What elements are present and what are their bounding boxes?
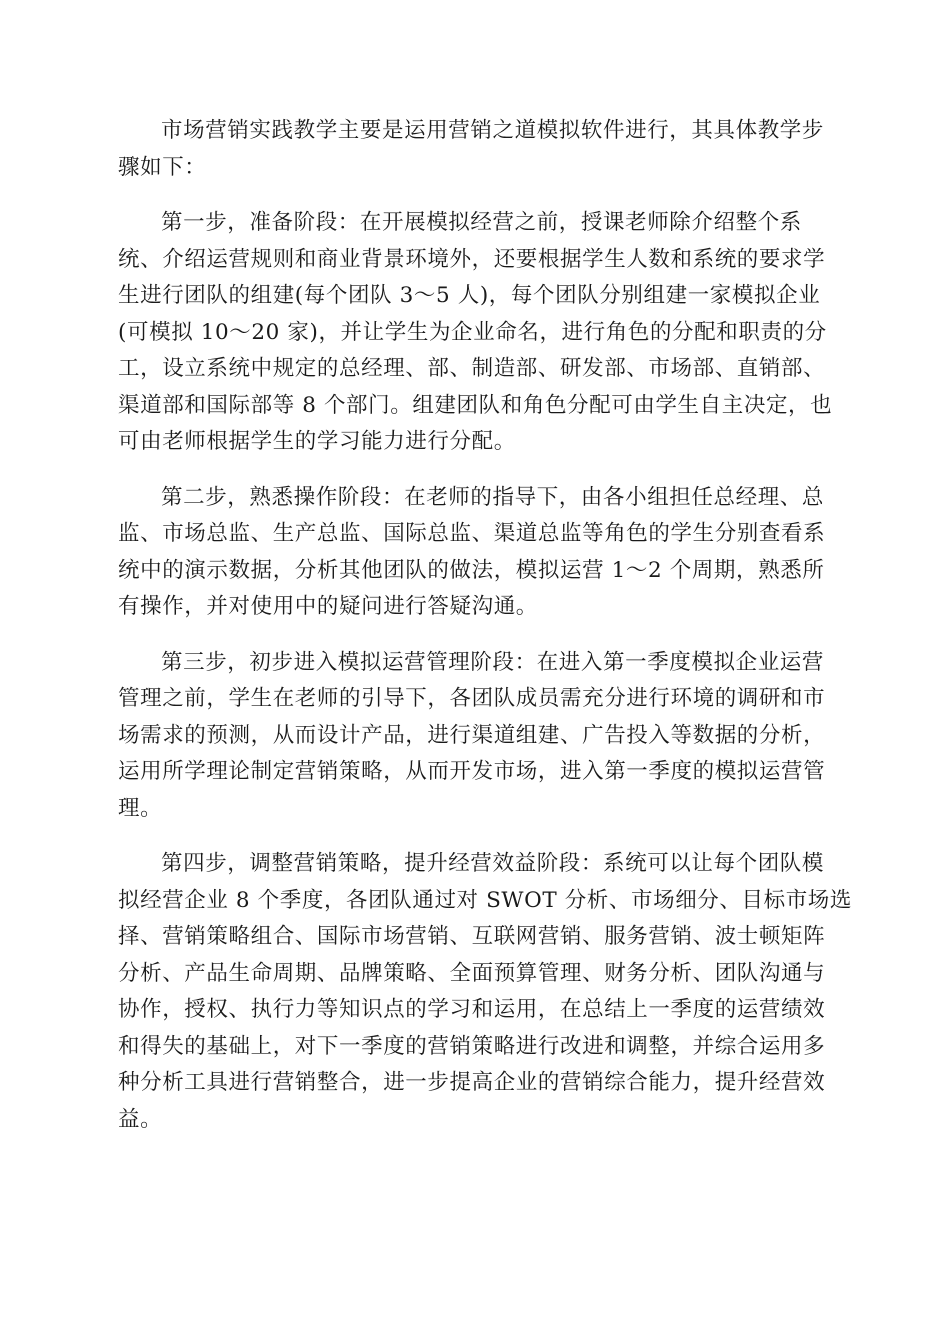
text-line: 第二步，熟悉操作阶段：在老师的指导下，由各小组担任总经理、总 [161,484,825,510]
text-line: 渠道部和国际部等 8 个部门。组建团队和角色分配可由学生自主决定，也 [118,392,833,418]
text-line: 种分析工具进行营销整合，进一步提高企业的营销综合能力，提升经营效 [118,1070,826,1095]
text-line: 择、营销策略组合、国际市场营销、互联网营销、服务营销、波士顿矩阵 [118,924,826,949]
text-line: 协作，授权、执行力等知识点的学习和运用，在总结上一季度的运营绩效 [118,997,826,1022]
text-line: 管理之前，学生在老师的引导下，各团队成员需充分进行环境的调研和市 [118,686,826,711]
paragraph-step-3 [118,645,836,828]
text-line: 第一步，准备阶段：在开展模拟经营之前，授课老师除介绍整个系 [161,210,802,235]
text-line: 理。 [118,795,163,821]
text-line: 拟经营企业 8 个季度，各团队通过对 SWOT 分析、市场细分、目标市场选 [118,887,853,913]
text-line: 有操作，并对使用中的疑问进行答疑沟通。 [118,594,538,619]
paragraph-step-4 [118,846,853,1138]
text-line: 监、市场总监、生产总监、国际总监、渠道总监等角色的学生分别查看系 [118,521,826,546]
text-line: 第三步，初步进入模拟运营管理阶段：在进入第一季度模拟企业运营 [161,649,825,675]
text-line: 分析、产品生命周期、品牌策略、全面预算管理、财务分析、团队沟通与 [118,960,826,986]
text-line: 生进行团队的组建(每个团队 3～5 人)，每个团队分别组建一家模拟企业 [118,283,821,308]
document-body [118,113,853,1138]
text-line: 第四步，调整营销策略，提升经营效益阶段：系统可以让每个团队模 [161,851,825,876]
text-line: 工，设立系统中规定的总经理、部、制造部、研发部、市场部、直销部、 [118,356,826,381]
text-line: 益。 [118,1106,163,1132]
text-line: 场需求的预测，从而设计产品，进行渠道组建、广告投入等数据的分析， [118,722,826,748]
paragraph-step-1 [118,205,836,461]
paragraph-step-2 [118,480,836,626]
text-line: (可模拟 10～20 家)，并让学生为企业命名，进行角色的分配和职责的分 [118,319,827,345]
text-line: 可由老师根据学生的学习能力进行分配。 [118,429,516,454]
text-line: 统、介绍运营规则和商业背景环境外，还要根据学生人数和系统的要求学 [118,246,826,272]
text-line: 统中的演示数据，分析其他团队的做法，模拟运营 1～2 个周期，熟悉所 [118,557,825,583]
paragraph-intro [118,113,836,186]
text-line: 骤如下： [118,154,207,180]
text-line: 市场营销实践教学主要是运用营销之道模拟软件进行，其具体教学步 [161,118,825,143]
text-line: 运用所学理论制定营销策略，从而开发市场，进入第一季度的模拟运营管 [118,759,826,784]
text-line: 和得失的基础上，对下一季度的营销策略进行改进和调整，并综合运用多 [118,1033,826,1059]
